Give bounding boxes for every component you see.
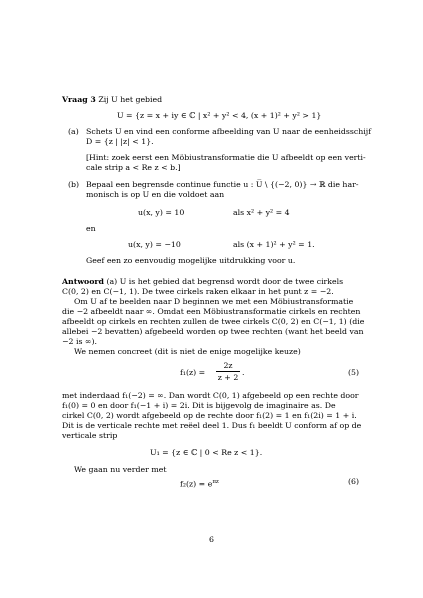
- set-definition: U = {z = x + iy ∈ ℂ | x² + y² < 4, (x + 1)² + y² > 1}: [117, 111, 322, 120]
- boundary-eq1-rhs: als x² + y² = 4: [233, 208, 290, 217]
- part-a-hint-line2: cale strip a < Re z < b.]: [86, 163, 181, 172]
- part-a-line1: Schets U en vind een conforme afbeelding van U naar de eenheidsschijf: [86, 127, 372, 136]
- answer-p2-line4: allebei −2 bevatten) afgebeeld worden op twee rechten (want het beeld van: [62, 327, 364, 336]
- answer-label: Antwoord: [62, 277, 104, 286]
- eq5-end: .: [242, 368, 245, 377]
- part-b-line1: Bepaal een begrensde continue functie u : U̅ \ {(−2, 0)} → ℝ die har-: [86, 180, 359, 189]
- eq6-number: (6): [348, 477, 360, 486]
- eq6-base: f₂(z) = e: [180, 479, 213, 489]
- answer-p2-line5: −2 is ∞).: [62, 337, 97, 346]
- answer-line1: [62, 277, 343, 287]
- eq5-lhs: f₁(z) =: [180, 368, 206, 377]
- answer-p2-line3: afbeeldt op cirkels en rechten zullen de twee cirkels C(0, 2) en C(−1, 1) (die: [62, 317, 365, 326]
- boundary-eq2-lhs: u(x, y) = −10: [128, 240, 181, 249]
- part-a-line2: D = {z | |z| < 1}.: [86, 137, 154, 146]
- eq6-expression: [180, 477, 219, 490]
- answer-p5: We gaan nu verder met: [74, 465, 167, 474]
- answer-p1-line2: C(0, 2) en C(−1, 1). De twee cirkels raken elkaar in het punt z = −2.: [62, 287, 334, 296]
- part-a-hint-line1: [Hint: zoek eerst een Möbiustransformatie die U afbeeldt op een verti-: [86, 153, 366, 162]
- eq5-fraction: [216, 361, 240, 382]
- eq5-numerator: 2z: [223, 361, 233, 370]
- question-header: [62, 95, 162, 105]
- part-b-line2: monisch is op U en die voldoet aan: [86, 190, 225, 199]
- answer-p4-line3: cirkel C(0, 2) wordt afgebeeld op de rechte door f₁(2) = 1 en f₁(2i) = 1 + i.: [62, 411, 357, 420]
- strip-definition: U₁ = {z ∈ ℂ | 0 < Re z < 1}.: [150, 448, 263, 457]
- eq6-exponent: πz: [212, 479, 219, 485]
- part-b-marker: (b): [68, 180, 80, 189]
- eq5-number: (5): [348, 368, 360, 377]
- question-label: Vraag 3: [62, 95, 96, 104]
- answer-p4-line2: f₁(0) = 0 en door f₁(−1 + i) = 2i. Dit is bijgevolg de imaginaire as. De: [62, 401, 336, 410]
- eq5-fraction-bar: [216, 371, 240, 372]
- eq5-denominator: z + 2: [217, 373, 239, 382]
- boundary-eq2-rhs: als (x + 1)² + y² = 1.: [233, 240, 315, 249]
- answer-p4-line5: verticale strip: [62, 431, 118, 440]
- part-b-closing: Geef een zo eenvoudig mogelijke uitdrukking voor u.: [86, 256, 296, 265]
- boundary-eq1-lhs: u(x, y) = 10: [138, 208, 185, 217]
- answer-p4-line4: Dit is de verticale rechte met reëel deel 1. Dus f₁ beeldt U conform af op de: [62, 421, 362, 430]
- part-b-en: en: [86, 224, 96, 233]
- answer-p2-line2: die −2 afbeeldt naar ∞. Omdat een Möbiustransformatie cirkels en rechten: [62, 307, 361, 316]
- answer-p4-line1: met inderdaad f₁(−2) = ∞. Dan wordt C(0, 1) afgebeeld op een rechte door: [62, 391, 359, 400]
- question-intro: Zij U het gebied: [98, 95, 163, 104]
- answer-p1-line1: (a) U is het gebied dat begrensd wordt door de twee cirkels: [106, 277, 344, 286]
- page-number: 6: [209, 535, 214, 544]
- answer-p3: We nemen concreet (dit is niet de enige mogelijke keuze): [74, 347, 301, 356]
- answer-p2-line1: Om U af te beelden naar D beginnen we met een Möbiustransformatie: [74, 297, 354, 306]
- part-a-marker: (a): [68, 127, 79, 136]
